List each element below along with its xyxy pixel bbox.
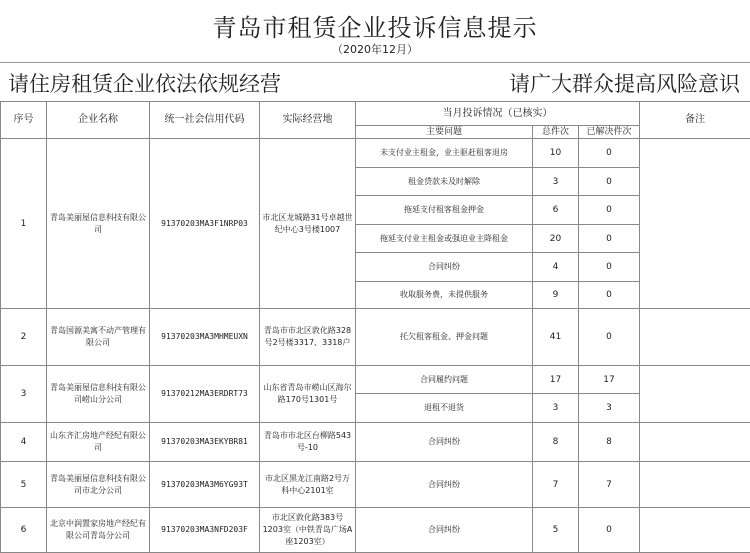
cell-resolved: 0 <box>579 196 640 225</box>
cell-total: 3 <box>533 168 579 196</box>
cell-resolved: 0 <box>579 282 640 309</box>
table-body <box>1 139 750 553</box>
cell-resolved: 3 <box>579 394 640 423</box>
cell-resolved: 0 <box>579 139 640 168</box>
cell-seq: 1 <box>1 139 47 309</box>
header-company: 企业名称 <box>47 102 150 139</box>
cell-seq: 4 <box>1 423 47 462</box>
header-credit-code: 统一社会信用代码 <box>150 102 260 139</box>
cell-remark <box>640 139 750 309</box>
cell-total: 10 <box>533 139 579 168</box>
cell-remark <box>640 462 750 508</box>
header-address: 实际经营地 <box>260 102 356 139</box>
slogan-row <box>0 62 750 102</box>
cell-main-issue: 退租不退货 <box>356 394 533 423</box>
cell-total: 8 <box>533 423 579 462</box>
cell-resolved: 17 <box>579 366 640 394</box>
cell-resolved: 0 <box>579 168 640 196</box>
cell-resolved: 0 <box>579 225 640 253</box>
table-row <box>1 139 750 168</box>
page-title: 青岛市租赁企业投诉信息提示 <box>0 8 750 43</box>
cell-credit-code: 91370203MA3F1NRP03 <box>150 139 260 309</box>
cell-main-issue: 拖延支付业主租金或强迫业主降租金 <box>356 225 533 253</box>
cell-company: 青岛美丽屋信息科技有限公司市北分公司 <box>47 462 150 508</box>
cell-seq: 3 <box>1 366 47 423</box>
cell-total: 20 <box>533 225 579 253</box>
cell-address: 市北区敦化路383号1203室（中铁青岛广场A座1203室） <box>260 508 356 553</box>
cell-resolved: 0 <box>579 309 640 366</box>
cell-main-issue: 合同纠纷 <box>356 423 533 462</box>
cell-address: 市北区黑龙江南路2号万科中心2101室 <box>260 462 356 508</box>
cell-total: 9 <box>533 282 579 309</box>
cell-address: 市北区龙城路31号卓越世纪中心3号楼1007 <box>260 139 356 309</box>
cell-seq: 2 <box>1 309 47 366</box>
cell-credit-code: 91370203MA3NFD203F <box>150 508 260 553</box>
header-remark: 备注 <box>640 102 750 139</box>
cell-address: 山东省青岛市崂山区海尔路170号1301号 <box>260 366 356 423</box>
cell-remark <box>640 366 750 423</box>
slogan-left: 请住房租赁企业依法依规经营 <box>8 68 281 98</box>
page-subtitle: （2020年12月） <box>0 41 750 57</box>
cell-address: 青岛市市北区台柳路543号-10 <box>260 423 356 462</box>
cell-total: 4 <box>533 253 579 282</box>
cell-resolved: 7 <box>579 462 640 508</box>
table-row <box>1 423 750 462</box>
header-resolved: 已解决件次 <box>579 126 640 139</box>
cell-remark <box>640 423 750 462</box>
cell-resolved: 0 <box>579 253 640 282</box>
cell-resolved: 8 <box>579 423 640 462</box>
cell-address: 青岛市市北区敦化路328号2号楼3317、3318户 <box>260 309 356 366</box>
cell-total: 6 <box>533 196 579 225</box>
cell-credit-code: 91370203MA3MHMEUXN <box>150 309 260 366</box>
cell-total: 7 <box>533 462 579 508</box>
cell-company: 青岛美丽屋信息科技有限公司崂山分公司 <box>47 366 150 423</box>
cell-remark <box>640 508 750 553</box>
cell-company: 青岛国源美寓不动产管理有限公司 <box>47 309 150 366</box>
cell-remark <box>640 309 750 366</box>
cell-credit-code: 91370203MA3EKYBR81 <box>150 423 260 462</box>
cell-credit-code: 91370203MA3M6YG93T <box>150 462 260 508</box>
cell-main-issue: 合同纠纷 <box>356 508 533 553</box>
table-row <box>1 462 750 508</box>
header-seq: 序号 <box>1 102 47 139</box>
cell-main-issue: 托欠租客租金、押金问题 <box>356 309 533 366</box>
cell-seq: 6 <box>1 508 47 553</box>
header-main-issue: 主要问题 <box>356 126 533 139</box>
cell-main-issue: 合同履约问题 <box>356 366 533 394</box>
cell-main-issue: 合同纠纷 <box>356 253 533 282</box>
cell-resolved: 0 <box>579 508 640 553</box>
header-monthly-complaints: 当月投诉情况（已核实） <box>356 102 640 126</box>
cell-main-issue: 未支付业主租金，业主驱赶租客退房 <box>356 139 533 168</box>
cell-main-issue: 租金贷款未及时解除 <box>356 168 533 196</box>
table-row <box>1 508 750 553</box>
cell-main-issue: 合同纠纷 <box>356 462 533 508</box>
complaints-table <box>0 101 750 553</box>
cell-seq: 5 <box>1 462 47 508</box>
cell-main-issue: 收取服务费，未提供服务 <box>356 282 533 309</box>
header-total: 总件次 <box>533 126 579 139</box>
table-row <box>1 366 750 394</box>
cell-total: 3 <box>533 394 579 423</box>
slogan-right: 请广大群众提高风险意识 <box>509 68 740 98</box>
cell-total: 17 <box>533 366 579 394</box>
cell-company: 北京中润置家房地产经纪有限公司青岛分公司 <box>47 508 150 553</box>
table-row <box>1 309 750 366</box>
cell-company: 青岛美丽屋信息科技有限公司 <box>47 139 150 309</box>
cell-total: 41 <box>533 309 579 366</box>
cell-main-issue: 拖延支付租客租金押金 <box>356 196 533 225</box>
cell-total: 5 <box>533 508 579 553</box>
cell-credit-code: 91370212MA3ERDRT73 <box>150 366 260 423</box>
cell-company: 山东齐汇房地产经纪有限公司 <box>47 423 150 462</box>
